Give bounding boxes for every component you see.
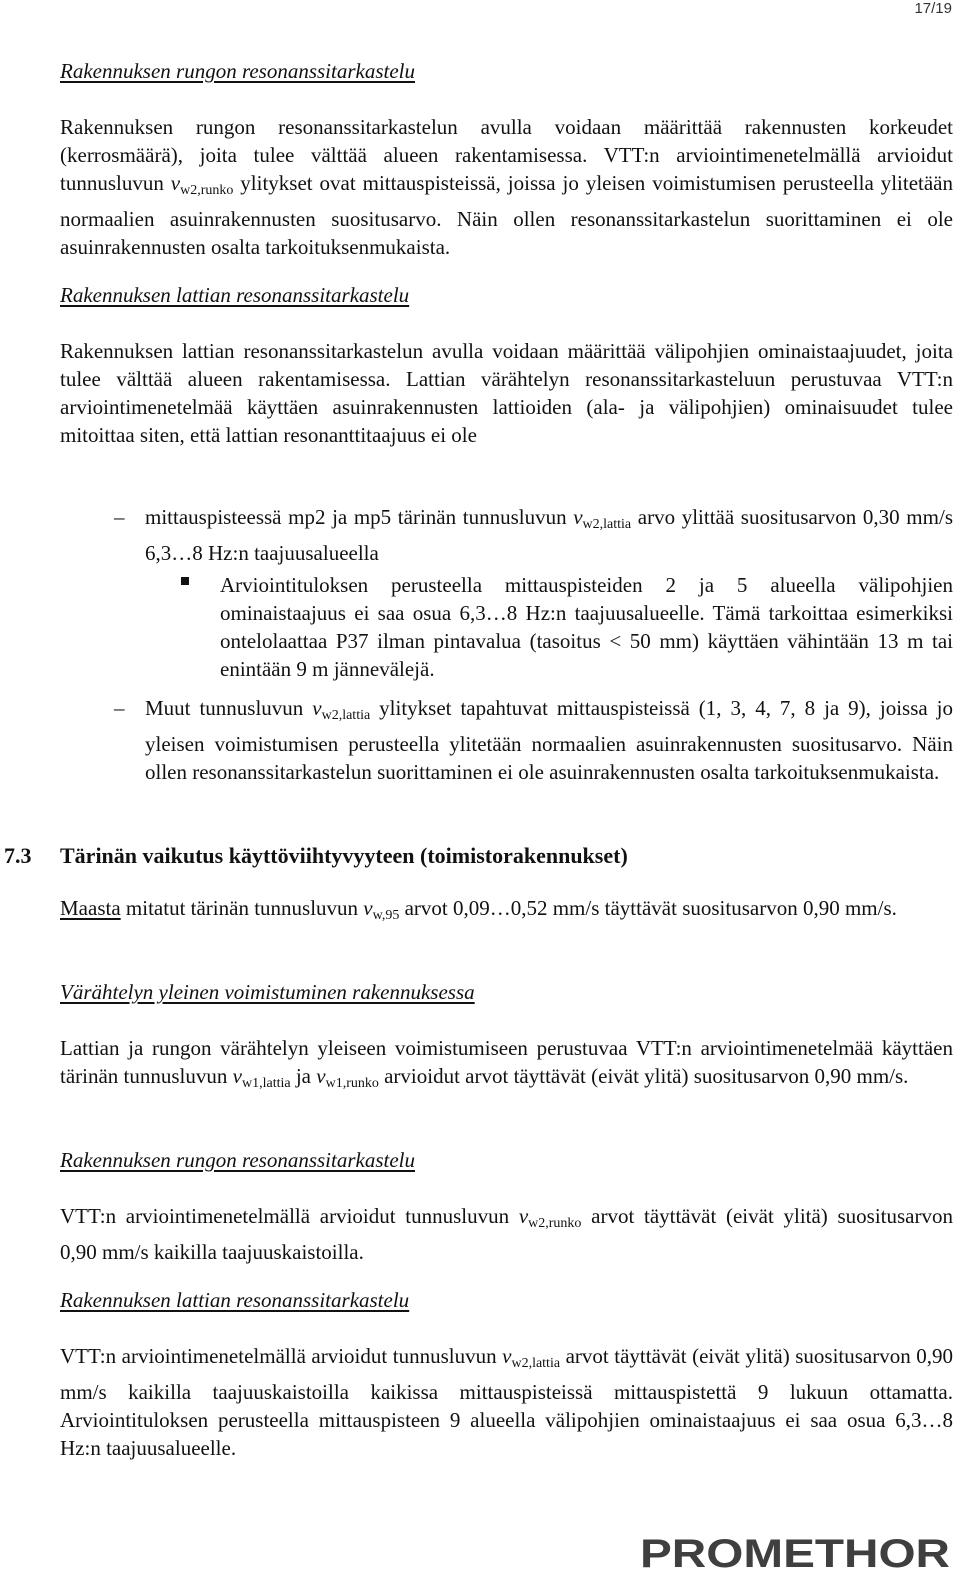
- promethor-logo: [640, 1531, 952, 1573]
- paragraph-text: VTT:n arviointimenetelmällä arvioidut tunnusluvun: [60, 1204, 519, 1228]
- paragraph-floor-resonance-office: [60, 1342, 953, 1462]
- paragraph-frame-resonance: [60, 113, 953, 261]
- symbol-v: v: [363, 896, 373, 920]
- section-number: 7.3: [4, 843, 32, 868]
- paragraph-floor-resonance: Rakennuksen lattian resonanssitarkastelun avulla voidaan määrittää välipohjien ominaistaajuudet, joita tulee välttää alueen rakentamisessa. Lattian värähtelyn resonanssitarkasteluun perustuvaa VTT:n arviointimenetelmää käyttäen asuinrakennusten lattioiden (ala- ja välipohjien) ominaisuudet tulee mitoittaa siten, että lattian resonanttitaajuus ei ole: [60, 339, 953, 447]
- symbol-v: v: [518, 1204, 529, 1228]
- symbol-v: v: [573, 505, 583, 529]
- list-item-text: arvo ylittää suositusarvon 0,30 mm/s 6,3…8 Hz:n taajuusalueella: [145, 505, 953, 565]
- symbol-v: v: [316, 1064, 326, 1088]
- symbol-subscript: w2,lattia: [511, 1356, 561, 1371]
- paragraph-text: mitatut tärinän tunnusluvun: [120, 896, 364, 920]
- symbol-subscript: w2,lattia: [582, 517, 632, 532]
- symbol-subscript: w1,runko: [325, 1076, 379, 1091]
- symbol-v: v: [502, 1344, 512, 1368]
- section-heading-frame-resonance-office: Rakennuksen rungon resonanssitarkastelu: [60, 1148, 416, 1172]
- logo-wordmark: PROMETHOR: [640, 1532, 951, 1573]
- symbol-v: v: [232, 1064, 242, 1088]
- paragraph-text: ja: [290, 1064, 317, 1088]
- paragraph-text: arvot täyttävät (eivät ylitä) suositusarvon 0,90 mm/s kaikilla taajuuskaistoilla.: [60, 1204, 953, 1264]
- paragraph-text: Lattian ja rungon värähtelyn yleiseen voimistumiseen perustuvaa VTT:n arviointimenetelmää käyttäen tärinän tunnusluvun: [60, 1036, 953, 1088]
- section-heading-frame-resonance: Rakennuksen rungon resonanssitarkastelu: [60, 59, 416, 83]
- paragraph-text: Rakennuksen rungon resonanssitarkastelun avulla voidaan määrittää rakennusten korkeudet (kerrosmäärä), joita tulee välttää alueen rakentamisessa. VTT:n arviointimenetelmällä arvioidut tunnusluvun: [60, 115, 953, 195]
- dash-marker: –: [114, 505, 125, 529]
- list-item-text: ylitykset tapahtuvat mittauspisteissä (1, 3, 4, 7, 8 ja 9), joissa jo yleisen voimistumisen perusteella ylitetään normaalien asuinrakennusten suositusarvo. Näin ollen resonanssitarkastelun suorittaminen ei ole asuinrakennusten osalta tarkoituksenmukaista.: [145, 696, 953, 784]
- list-item-mp2-mp5: [145, 503, 953, 567]
- paragraph-text: ylitykset ovat mittauspisteissä, joissa jo yleisen voimistumisen perusteella ylitetään normaalien asuinrakennusten suositusarvo. Näin ollen resonanssitarkastelun suorittaminen ei ole asuinrakennusten osalta tarkoituksenmukaista.: [60, 171, 953, 259]
- underlined-word: Maasta: [60, 896, 121, 920]
- section-heading-general-amplification: Värähtelyn yleinen voimistuminen rakennuksessa: [60, 980, 475, 1004]
- symbol-subscript: w2,lattia: [321, 708, 371, 723]
- symbol-subscript: w1,lattia: [241, 1076, 291, 1091]
- dash-marker: –: [114, 696, 125, 720]
- section-title: Tärinän vaikutus käyttöviihtyvyyteen (toimistorakennukset): [60, 843, 628, 868]
- list-item-other-exceedances: [145, 694, 953, 786]
- bullet-item-assessment: Arviointituloksen perusteella mittauspisteiden 2 ja 5 alueella välipohjien ominaistaajuus ei saa osua 6,3…8 Hz:n taajuusalueelle. Tämä tarkoittaa esimerkiksi ontelolaattaa P37 ilman pintavalua (tasoitus < 50 mm) käyttäen vähintään 13 m tai enintään 9 m jännevälejä.: [220, 573, 953, 681]
- paragraph-general-amplification: [60, 1034, 953, 1098]
- paragraph-text: arvioidut arvot täyttävät (eivät ylitä) suositusarvon 0,90 mm/s.: [378, 1064, 909, 1088]
- symbol-v: v: [170, 171, 181, 195]
- symbol-v: v: [312, 696, 322, 720]
- symbol-subscript: w,95: [372, 908, 400, 923]
- paragraph-text: VTT:n arviointimenetelmällä arvioidut tunnusluvun: [60, 1344, 503, 1368]
- square-bullet-icon: [181, 577, 189, 585]
- section-heading-floor-resonance: Rakennuksen lattian resonanssitarkastelu: [60, 283, 410, 307]
- list-item-text: mittauspisteessä mp2 ja mp5 tärinän tunnusluvun: [145, 505, 574, 529]
- section-heading-floor-resonance-office: Rakennuksen lattian resonanssitarkastelu: [60, 1288, 410, 1312]
- paragraph-text: arvot täyttävät (eivät ylitä) suositusarvon 0,90 mm/s kaikilla taajuuskaistoilla kaikissa mittauspisteissä mittauspistettä 9 lukuun ottamatta. Arviointituloksen perusteella mittauspisteen 9 alueella välipohjien ominaistaajuus ei saa osua 6,3…8 Hz:n taajuusalueelle.: [60, 1344, 954, 1460]
- list-item-text: Muut tunnusluvun: [145, 696, 313, 720]
- paragraph-ground-measured: [60, 894, 953, 930]
- page-number: 17/19: [914, 0, 952, 17]
- symbol-subscript: w2,runko: [528, 1216, 582, 1231]
- symbol-subscript: w2,runko: [180, 183, 234, 198]
- paragraph-frame-resonance-office: [60, 1202, 953, 1266]
- paragraph-text: arvot 0,09…0,52 mm/s täyttävät suositusarvon 0,90 mm/s.: [399, 896, 897, 920]
